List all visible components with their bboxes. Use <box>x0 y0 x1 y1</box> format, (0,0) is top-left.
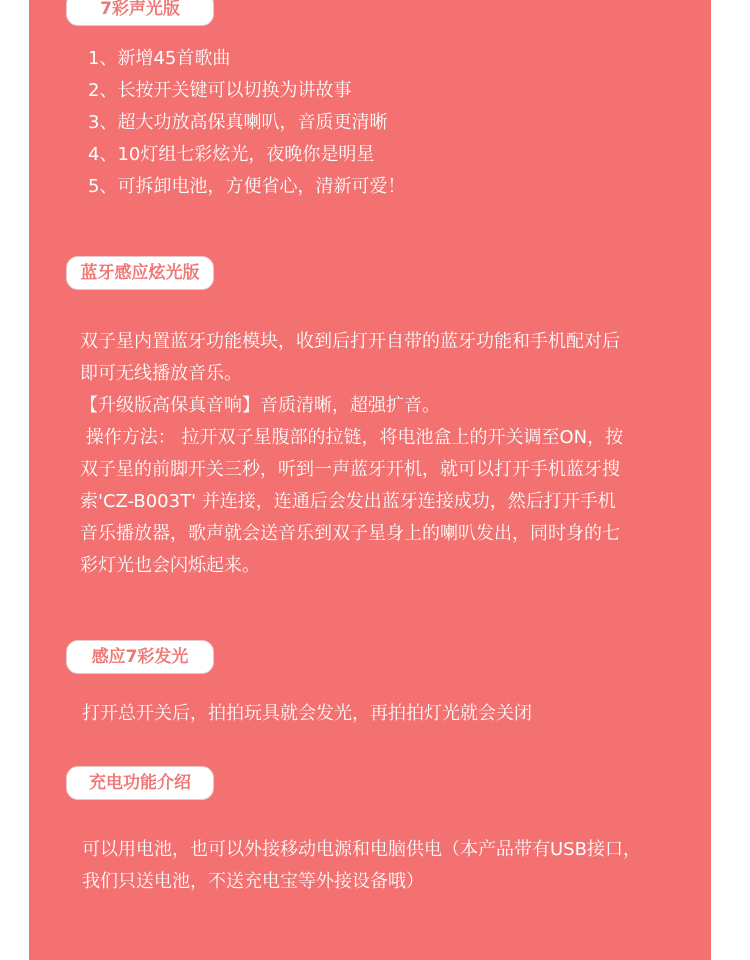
paragraph-line: 即可无线播放音乐。 <box>80 363 242 384</box>
paragraph-line: 彩灯光也会闪烁起来。 <box>80 555 260 576</box>
list-item: 1、新增45首歌曲 <box>88 48 231 69</box>
paragraph-line: 操作方法： 拉开双子星腹部的拉链，将电池盒上的开关调至ON，按 <box>80 427 624 448</box>
paragraph-line: 我们只送电池，不送充电宝等外接设备哦） <box>82 871 424 892</box>
section-heading-charging: 充电功能介绍 <box>66 766 214 800</box>
section-heading-light-edition: 7彩声光版 <box>66 0 214 26</box>
paragraph-line: 双子星内置蓝牙功能模块，收到后打开自带的蓝牙功能和手机配对后 <box>80 331 620 352</box>
paragraph-line: 可以用电池，也可以外接移动电源和电脑供电（本产品带有USB接口， <box>82 839 641 860</box>
paragraph-line: 音乐播放器，歌声就会送音乐到双子星身上的喇叭发出，同时身的七 <box>80 523 620 544</box>
section-heading-bluetooth-edition: 蓝牙感应炫光版 <box>66 256 214 290</box>
feature-list <box>88 43 405 203</box>
list-item: 2、长按开关键可以切换为讲故事 <box>88 80 352 101</box>
paragraph-line: 索'CZ-B003T' 并连接，连通后会发出蓝牙连接成功，然后打开手机 <box>80 491 616 512</box>
section-heading-sensor-light: 感应7彩发光 <box>66 640 214 674</box>
paragraph-line: 【升级版高保真音响】音质清晰，超强扩音。 <box>80 395 440 416</box>
list-item: 5、可拆卸电池，方便省心，清新可爱！ <box>88 176 406 197</box>
paragraph-line: 打开总开关后，拍拍玩具就会发光，再拍拍灯光就会关闭 <box>82 703 532 724</box>
list-item: 4、10灯组七彩炫光，夜晚你是明星 <box>88 144 375 165</box>
list-item: 3、超大功放高保真喇叭，音质更清晰 <box>88 112 388 133</box>
sensor-description <box>82 698 532 730</box>
charging-description <box>82 834 641 898</box>
bluetooth-description <box>80 326 623 582</box>
paragraph-line: 双子星的前脚开关三秒，听到一声蓝牙开机，就可以打开手机蓝牙搜 <box>80 459 620 480</box>
